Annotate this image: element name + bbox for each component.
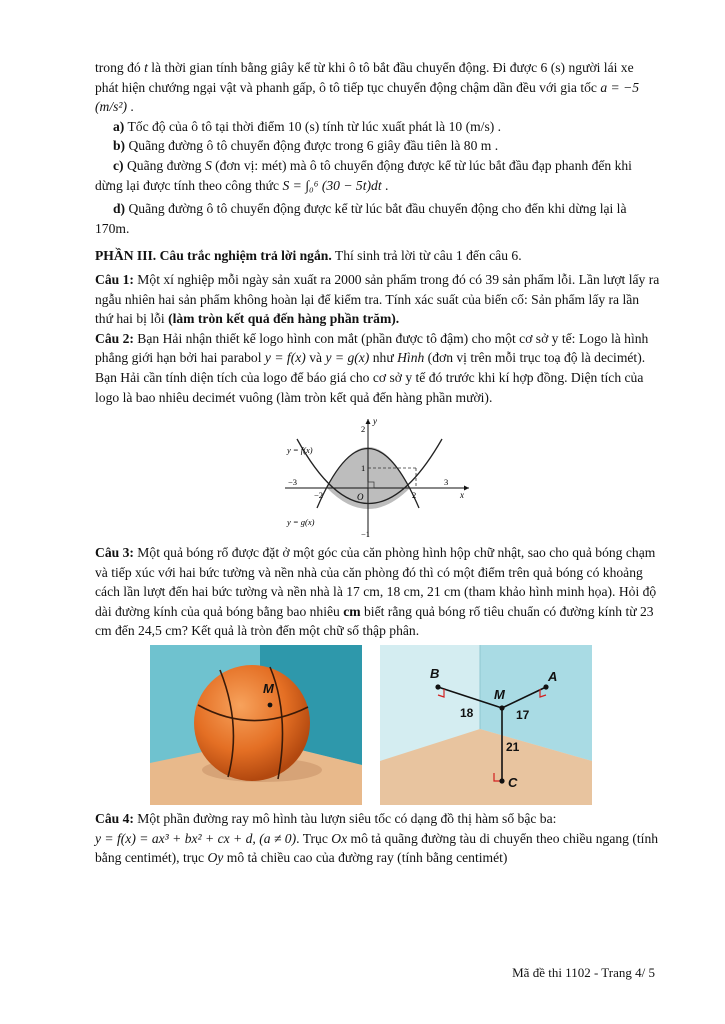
x-arrow-icon — [464, 486, 469, 491]
label-b: B — [430, 666, 440, 682]
label-21: 21 — [506, 740, 520, 755]
text: biết rằng quả bóng rổ tiêu chuẩn có đường kính từ 23 cm đến 24,5 cm? Kết quả là tròn đến một chữ số thập phân. — [95, 603, 654, 639]
basketball — [194, 665, 310, 781]
y-arrow-icon — [366, 419, 371, 424]
q1-label: Câu 1: — [95, 271, 134, 287]
label-18: 18 — [460, 706, 474, 721]
tick-y-1: −1 — [361, 529, 371, 540]
label-origin: O — [357, 492, 364, 503]
text: (đơn vị trên mỗi trục toạ độ là decimét). Bạn Hải cần tính diện tích của logo để báo giá cho cơ sở y tế đó trước khi kí hợp đồng. Diện tích của logo là bao nhiêu decimét vuông (làm tròn kết quả đến hàng phần mười). — [95, 350, 646, 405]
text: . — [381, 177, 389, 193]
part3-heading — [95, 246, 660, 266]
point-m — [268, 703, 273, 708]
label-f: y = f(x) — [287, 445, 313, 456]
text: Tốc độ của ô tô tại thời điểm 10 (s) tính từ lúc xuất phát là 10 (m/s) . — [124, 118, 502, 134]
math-S: S — [204, 157, 212, 173]
tick-x3: 3 — [444, 477, 449, 488]
question-2 — [95, 329, 660, 407]
page-content — [95, 58, 660, 868]
question-1 — [95, 270, 660, 329]
page-footer: Mã đề thi 1102 - Trang 4/ 5 — [512, 965, 655, 980]
tick-y1: 1 — [361, 463, 366, 474]
text: (đơn vị: mét) mà ô tô chuyển động được kể từ lúc bắt đầu đạp phanh đến khi dừng lại được tính theo công thức — [95, 157, 632, 193]
tick-x-2: −2 — [314, 490, 324, 501]
label-d: d) — [113, 201, 126, 217]
point-m — [499, 705, 504, 710]
tick-x-3: −3 — [288, 477, 298, 488]
math-ox: Ox — [331, 830, 348, 846]
part3-title: PHẦN III. Câu trắc nghiệm trả lời ngắn. — [95, 248, 332, 264]
math-cubic: y = f(x) = ax³ + bx² + cx + d, (a ≠ 0) — [95, 830, 297, 846]
text: . Trục — [296, 830, 332, 846]
text: là thời gian tính bằng giây kể từ khi ô tô bắt đầu chuyển động. Đi được 6 (s) người lái xe phát hiện chướng ngại vật và phanh gấp, ô tô tiếp tục chuyển động chậm dần đều với gia tốc — [95, 60, 634, 95]
point-a — [543, 684, 548, 689]
corner-scene — [380, 645, 592, 805]
label-a: A — [548, 669, 558, 685]
text: mô tả chiều cao của đường ray (tính bằng centimét) — [223, 850, 508, 866]
text: Quãng đường ô tô chuyển động được trong 6 giây đầu tiên là 80 m . — [125, 138, 499, 154]
label-b: b) — [113, 138, 126, 154]
text: Bạn Hải nhận thiết kế logo hình con mắt (phần được tô đậm) cho một cơ sở y tế: Logo là hình phẳng giới hạn bởi hai parabol — [95, 330, 649, 366]
question-4 — [95, 809, 660, 868]
label-a: a) — [113, 118, 125, 134]
distance-diagram — [380, 645, 592, 805]
paragraph-intro — [95, 58, 660, 117]
label-g: y = g(x) — [287, 517, 315, 528]
tick-y2: 2 — [361, 424, 366, 435]
text: và — [305, 350, 326, 366]
label-m: M — [263, 681, 274, 697]
math-f: y = f(x) — [264, 350, 306, 366]
label-m: M — [494, 687, 505, 703]
text-hinh: Hình — [397, 350, 425, 366]
q1-bold: (làm tròn kết quả đến hàng phần trăm). — [168, 311, 400, 327]
math-t: t — [144, 60, 148, 75]
math-integral: S = ∫₀⁶ (30 − 5t)dt — [282, 177, 382, 193]
parabola-graph — [283, 415, 473, 539]
text: . — [127, 99, 134, 115]
basketball-illustration — [150, 645, 362, 805]
q3-bold: cm — [343, 603, 361, 619]
math-g: y = g(x) — [325, 350, 370, 366]
statement-b — [95, 136, 660, 156]
text: Một xí nghiệp mỗi ngày sản xuất ra 2000 sản phẩm trong đó có 39 sản phẩm lỗi. Lần lượt lấy ra ngẫu nhiên hai sản phẩm không hoàn lại để kiểm tra. Tính xác suất của biến cố: Sản phẩm lấy ra lần thứ hai bị lỗi — [95, 271, 660, 327]
text: Một phần đường ray mô hình tàu lượn siêu tốc có dạng đồ thị hàm số bậc ba: — [133, 811, 557, 827]
illustration-row — [150, 645, 660, 805]
text: trong đó — [95, 60, 145, 75]
text: Quãng đường ô tô chuyển động được kể từ lúc bắt đầu chuyển động cho đến khi dừng lại là 170m. — [95, 201, 627, 236]
label-c: c) — [113, 157, 124, 173]
text: Thí sinh trả lời từ câu 1 đến câu 6. — [331, 248, 522, 264]
statement-a — [95, 117, 660, 137]
q2-label: Câu 2: — [95, 330, 134, 346]
label-17: 17 — [516, 708, 530, 723]
statement-d — [95, 199, 660, 238]
text: Quãng đường — [123, 157, 205, 173]
text: Một quả bóng rổ được đặt ở một góc của căn phòng hình hộp chữ nhật, sao cho quả bóng chạm và tiếp xúc với hai bức tường và nền nhà của căn phòng đó thì có một điểm trên quả bóng có khoảng cách lần lượt đến hai bức tường và nền nhà là 17 cm, 18 cm, 21 cm (tham khảo hình minh họa). Hỏi độ dài đường kính của quả bóng bằng bao nhiêu — [95, 545, 657, 619]
basketball-scene — [150, 645, 362, 805]
point-b — [435, 684, 440, 689]
text: như — [369, 350, 398, 366]
q3-label: Câu 3: — [95, 545, 134, 561]
text: mô tả quãng đường tàu di chuyển theo chiều ngang (tính bằng centimét), trục — [95, 830, 659, 866]
label-x: x — [460, 490, 464, 501]
label-y: y — [373, 416, 377, 427]
math-oy: Oy — [207, 850, 224, 866]
label-c: C — [508, 775, 518, 791]
statement-c — [95, 156, 660, 195]
q4-label: Câu 4: — [95, 811, 134, 827]
math-accel: a = −5 (m/s²) — [95, 79, 640, 115]
question-3 — [95, 543, 660, 641]
tick-x2: 2 — [412, 490, 417, 501]
parabola-figure — [283, 415, 473, 539]
point-c — [499, 778, 504, 783]
